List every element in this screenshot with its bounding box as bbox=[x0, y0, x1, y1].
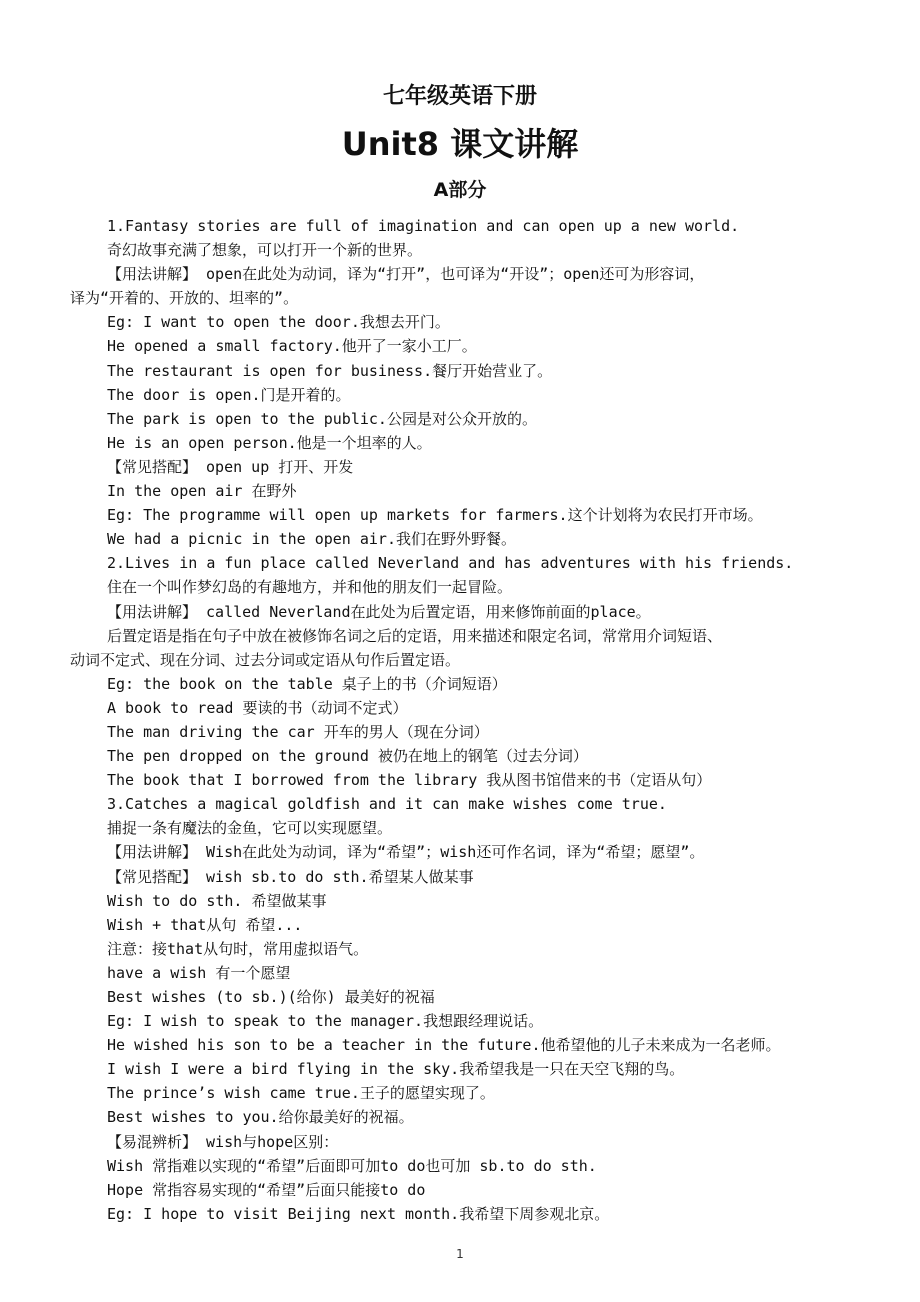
text-line: Eg: I want to open the door.我想去开门。 bbox=[107, 313, 450, 332]
text-line: He is an open person.他是一个坦率的人。 bbox=[107, 433, 432, 452]
text-line: I wish I were a bird flying in the sky.我希望我是一只在天空飞翔的鸟。 bbox=[107, 1060, 685, 1079]
text-line: 【用法讲解】 Wish在此处为动词，译为“希望”；wish还可作名词，译为“希望；愿望”。 bbox=[107, 843, 705, 862]
text-line: We had a picnic in the open air.我们在野外野餐。 bbox=[107, 530, 516, 549]
text-line: The prince’s wish came true.王子的愿望实现了。 bbox=[107, 1084, 495, 1103]
text-line: 住在一个叫作梦幻岛的有趣地方，并和他的朋友们一起冒险。 bbox=[107, 578, 513, 597]
text-line: 【易混辨析】 wish与hope区别： bbox=[107, 1132, 339, 1151]
text-line: The book that I borrowed from the library 我从图书馆借来的书（定语从句） bbox=[107, 771, 712, 790]
text-line: 注意：接that从句时，常用虚拟语气。 bbox=[107, 939, 369, 958]
text-line: 【用法讲解】 called Neverland在此处为后置定语，用来修饰前面的place。 bbox=[107, 602, 651, 621]
text-line: The door is open.门是开着的。 bbox=[107, 385, 351, 404]
text-line: Wish 常指难以实现的“希望”后面即可加to do也可加 sb.to do sth. bbox=[107, 1156, 597, 1175]
text-line: 后置定语是指在句子中放在被修饰名词之后的定语，用来描述和限定名词，常常用介词短语、 bbox=[107, 626, 723, 645]
text-line: He wished his son to be a teacher in the future.他希望他的儿子未来成为一名老师。 bbox=[107, 1036, 781, 1055]
text-line: Eg: I hope to visit Beijing next month.我希望下周参观北京。 bbox=[107, 1204, 610, 1223]
text-line: Wish + that从句 希望... bbox=[107, 915, 303, 934]
document-title: Unit8 课文讲解 bbox=[341, 125, 579, 163]
text-line: have a wish 有一个愿望 bbox=[107, 963, 291, 982]
text-line: Wish to do sth. 希望做某事 bbox=[107, 891, 327, 910]
document-subtitle: 七年级英语下册 bbox=[382, 84, 537, 109]
text-line: The restaurant is open for business.餐厅开始营业了。 bbox=[107, 361, 553, 380]
text-line: 【用法讲解】 open在此处为动词，译为“打开”，也可译为“开设”；open还可为形容词， bbox=[107, 265, 705, 284]
text-line: 奇幻故事充满了想象，可以打开一个新的世界。 bbox=[107, 241, 423, 260]
text-line: 【常见搭配】 open up 打开、开发 bbox=[107, 457, 354, 476]
text-line: Best wishes (to sb.)(给你) 最美好的祝福 bbox=[107, 988, 435, 1006]
section-heading: A部分 bbox=[433, 179, 487, 201]
text-line: Eg: the book on the table 桌子上的书（介词短语） bbox=[107, 674, 507, 693]
text-line: In the open air 在野外 bbox=[107, 482, 297, 501]
text-line: 译为“开着的、开放的、坦率的”。 bbox=[70, 289, 299, 308]
text-line: The park is open to the public.公园是对公众开放的。 bbox=[107, 409, 537, 428]
text-line: The pen dropped on the ground 被仍在地上的钢笔（过去分词） bbox=[107, 747, 588, 766]
document-body bbox=[70, 214, 860, 1226]
text-line: 1.Fantasy stories are full of imagination and can open up a new world. bbox=[107, 217, 740, 235]
text-line: 【常见搭配】 wish sb.to do sth.希望某人做某事 bbox=[107, 867, 474, 886]
text-line: He opened a small factory.他开了一家小工厂。 bbox=[107, 337, 477, 356]
text-line: 3.Catches a magical goldfish and it can make wishes come true. bbox=[107, 795, 667, 814]
text-line: Eg: I wish to speak to the manager.我想跟经理说话。 bbox=[107, 1012, 544, 1031]
page-number: 1 bbox=[456, 1247, 464, 1261]
text-line: Eg: The programme will open up markets for farmers.这个计划将为农民打开市场。 bbox=[107, 506, 763, 525]
text-line: 捕捉一条有魔法的金鱼，它可以实现愿望。 bbox=[107, 819, 393, 838]
text-line: 动词不定式、现在分词、过去分词或定语从句作后置定语。 bbox=[70, 650, 461, 669]
text-line: Best wishes to you.给你最美好的祝福。 bbox=[107, 1108, 414, 1127]
text-line: Hope 常指容易实现的“希望”后面只能接to do bbox=[107, 1180, 426, 1199]
text-line: The man driving the car 开车的男人（现在分词） bbox=[107, 722, 489, 741]
text-line: 2.Lives in a fun place called Neverland and has adventures with his friends. bbox=[107, 554, 794, 573]
text-line: A book to read 要读的书（动词不定式） bbox=[107, 698, 408, 717]
